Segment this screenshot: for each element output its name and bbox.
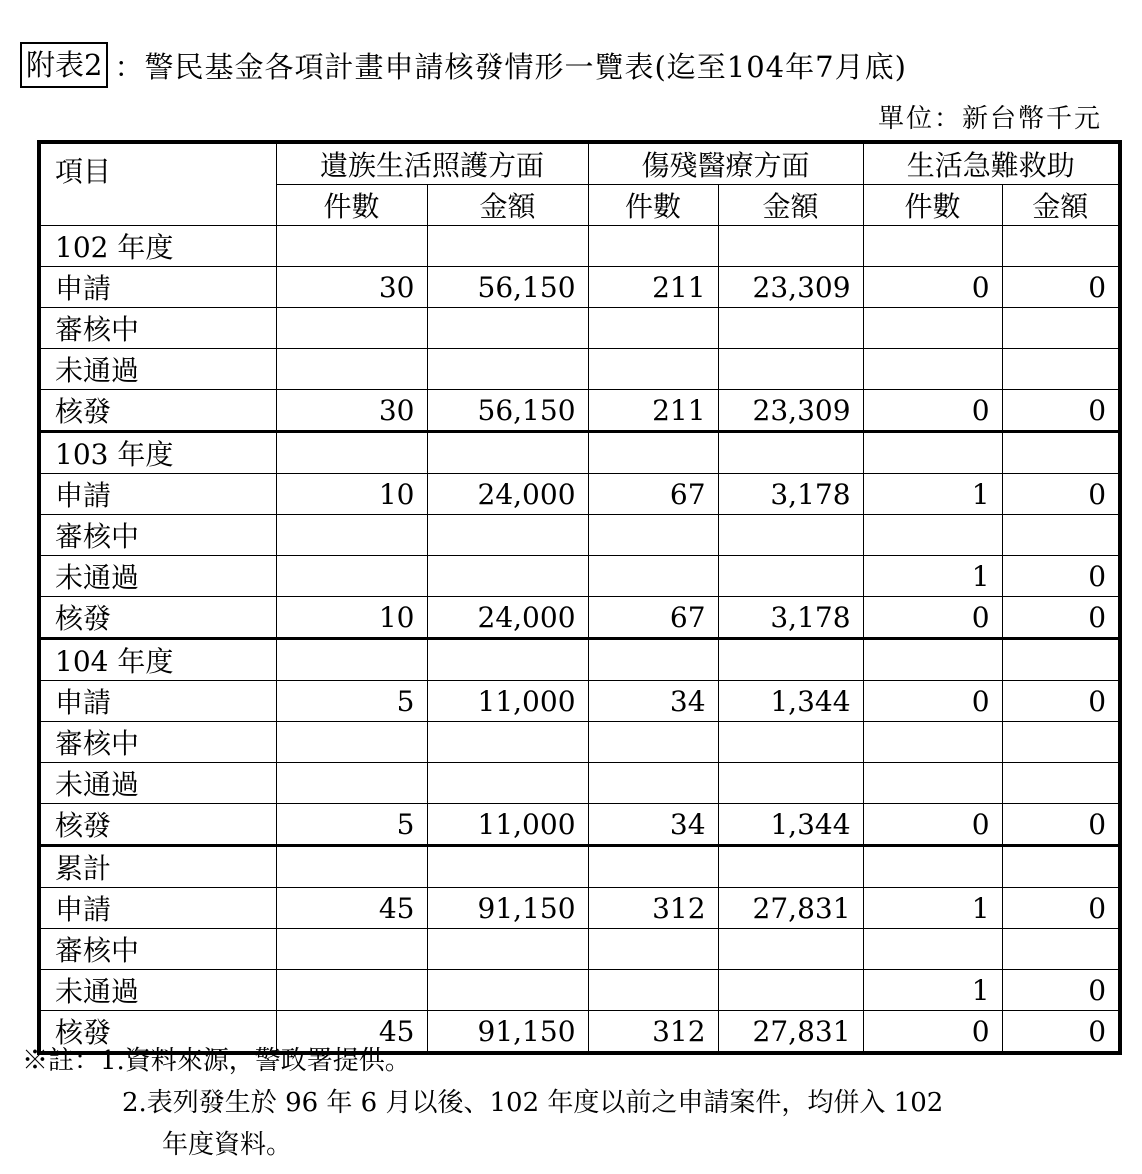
empty-cell [718,639,863,681]
value-cell [588,929,718,970]
value-cell [718,556,863,597]
value-cell: 91,150 [427,888,588,929]
row-label: 申請 [39,681,276,722]
value-cell [276,308,427,349]
value-cell [276,929,427,970]
value-cell: 0 [863,390,1002,432]
value-cell [718,515,863,556]
value-cell: 1,344 [718,681,863,722]
empty-cell [427,846,588,888]
value-cell: 91,150 [427,1011,588,1054]
group-header: 生活急難救助 [863,142,1120,185]
value-cell: 0 [863,681,1002,722]
value-cell: 312 [588,1011,718,1054]
value-cell [588,515,718,556]
value-cell: 5 [276,804,427,846]
section-name: 103 年度 [39,432,276,474]
value-cell: 30 [276,390,427,432]
value-cell [863,722,1002,763]
value-cell: 67 [588,597,718,639]
value-cell [1002,722,1120,763]
empty-cell [427,432,588,474]
sub-header: 金額 [1002,185,1120,226]
value-cell [427,722,588,763]
value-cell [427,929,588,970]
table-row [39,390,1120,432]
row-label: 核發 [39,597,276,639]
value-cell [276,515,427,556]
value-cell: 24,000 [427,474,588,515]
value-cell: 1 [863,888,1002,929]
value-cell: 0 [1002,1011,1120,1054]
value-cell: 10 [276,474,427,515]
value-cell: 211 [588,390,718,432]
empty-cell [863,226,1002,267]
empty-cell [276,432,427,474]
value-cell: 1 [863,970,1002,1011]
value-cell [718,763,863,804]
empty-cell [1002,226,1120,267]
value-cell: 11,000 [427,804,588,846]
title-text: ：警民基金各項計畫申請核發情形一覽表(迄至104年7月底) [114,49,907,84]
table-row [39,267,1120,308]
empty-cell [588,846,718,888]
empty-cell [427,639,588,681]
table-row [39,763,1120,804]
section-row [39,639,1120,681]
empty-cell [718,846,863,888]
value-cell: 23,309 [718,390,863,432]
value-cell: 0 [1002,804,1120,846]
empty-cell [588,226,718,267]
empty-cell [276,846,427,888]
row-label: 審核中 [39,308,276,349]
value-cell: 312 [588,888,718,929]
table-row [39,349,1120,390]
value-cell: 56,150 [427,390,588,432]
value-cell: 3,178 [718,597,863,639]
value-cell [588,349,718,390]
value-cell [718,308,863,349]
table-row [39,804,1120,846]
note-line: ※註：1.資料來源，警政署提供。 [22,1046,411,1076]
value-cell [276,349,427,390]
value-cell [718,722,863,763]
value-cell [588,763,718,804]
row-label: 核發 [39,804,276,846]
value-cell: 0 [863,1011,1002,1054]
value-cell [588,556,718,597]
value-cell [1002,349,1120,390]
value-cell: 24,000 [427,597,588,639]
table-row [39,722,1120,763]
value-cell [427,308,588,349]
notes [22,1040,943,1166]
note-line: 年度資料。 [162,1130,293,1160]
value-cell: 0 [1002,390,1120,432]
section-row [39,226,1120,267]
empty-cell [863,432,1002,474]
value-cell: 0 [863,597,1002,639]
row-label: 未通過 [39,349,276,390]
value-cell [276,763,427,804]
empty-cell [276,639,427,681]
value-cell [863,929,1002,970]
value-cell: 11,000 [427,681,588,722]
item-header: 項目 [39,142,276,226]
row-label: 審核中 [39,515,276,556]
empty-cell [863,846,1002,888]
value-cell: 0 [1002,888,1120,929]
value-cell: 1 [863,556,1002,597]
value-cell: 1,344 [718,804,863,846]
document-title [20,40,907,90]
empty-cell [718,226,863,267]
value-cell [1002,515,1120,556]
note-line: 2.表列發生於 96 年 6 月以後、102 年度以前之申請案件，均併入 102 [122,1088,944,1118]
section-name: 104 年度 [39,639,276,681]
value-cell [427,556,588,597]
unit-label: 單位：新台幣千元 [877,104,1102,134]
empty-cell [588,432,718,474]
value-cell [863,349,1002,390]
empty-cell [1002,846,1120,888]
value-cell: 0 [1002,474,1120,515]
value-cell [276,722,427,763]
value-cell: 5 [276,681,427,722]
sub-header: 金額 [427,185,588,226]
empty-cell [1002,432,1120,474]
table-row [39,308,1120,349]
value-cell: 27,831 [718,1011,863,1054]
sub-header: 件數 [588,185,718,226]
row-label: 核發 [39,1011,276,1054]
row-label: 審核中 [39,929,276,970]
value-cell: 56,150 [427,267,588,308]
row-label: 未通過 [39,763,276,804]
empty-cell [863,639,1002,681]
appendix-tag: 附表2 [20,42,108,88]
value-cell [588,970,718,1011]
value-cell: 27,831 [718,888,863,929]
value-cell: 34 [588,804,718,846]
empty-cell [1002,639,1120,681]
value-cell [588,722,718,763]
value-cell [718,929,863,970]
value-cell: 67 [588,474,718,515]
application-table [37,140,1122,1055]
value-cell: 0 [1002,970,1120,1011]
row-label: 申請 [39,474,276,515]
value-cell: 34 [588,681,718,722]
sub-header: 件數 [863,185,1002,226]
value-cell [1002,929,1120,970]
value-cell: 1 [863,474,1002,515]
row-label: 申請 [39,267,276,308]
value-cell: 23,309 [718,267,863,308]
value-cell [863,308,1002,349]
value-cell [718,349,863,390]
table-row [39,597,1120,639]
value-cell [427,763,588,804]
value-cell [863,763,1002,804]
value-cell [276,556,427,597]
table-row [39,515,1120,556]
value-cell [427,970,588,1011]
section-name: 累計 [39,846,276,888]
row-label: 未通過 [39,970,276,1011]
table-row [39,888,1120,929]
value-cell [1002,308,1120,349]
empty-cell [718,432,863,474]
section-row [39,432,1120,474]
value-cell [276,970,427,1011]
value-cell: 0 [1002,556,1120,597]
table-row [39,681,1120,722]
table-row [39,556,1120,597]
value-cell: 0 [1002,267,1120,308]
value-cell: 0 [863,267,1002,308]
value-cell [1002,763,1120,804]
value-cell [718,970,863,1011]
section-name: 102 年度 [39,226,276,267]
value-cell: 0 [863,804,1002,846]
group-header: 遺族生活照護方面 [276,142,588,185]
value-cell: 30 [276,267,427,308]
value-cell: 0 [1002,681,1120,722]
value-cell [863,515,1002,556]
sub-header: 金額 [718,185,863,226]
table-row [39,929,1120,970]
value-cell: 0 [1002,597,1120,639]
value-cell [427,515,588,556]
section-row [39,846,1120,888]
empty-cell [276,226,427,267]
value-cell [427,349,588,390]
row-label: 申請 [39,888,276,929]
table-row [39,970,1120,1011]
group-header: 傷殘醫療方面 [588,142,863,185]
value-cell: 211 [588,267,718,308]
empty-cell [588,639,718,681]
sub-header: 件數 [276,185,427,226]
empty-cell [427,226,588,267]
row-label: 審核中 [39,722,276,763]
value-cell: 3,178 [718,474,863,515]
row-label: 核發 [39,390,276,432]
value-cell: 45 [276,1011,427,1054]
value-cell [588,308,718,349]
value-cell: 45 [276,888,427,929]
value-cell: 10 [276,597,427,639]
table-row [39,474,1120,515]
row-label: 未通過 [39,556,276,597]
